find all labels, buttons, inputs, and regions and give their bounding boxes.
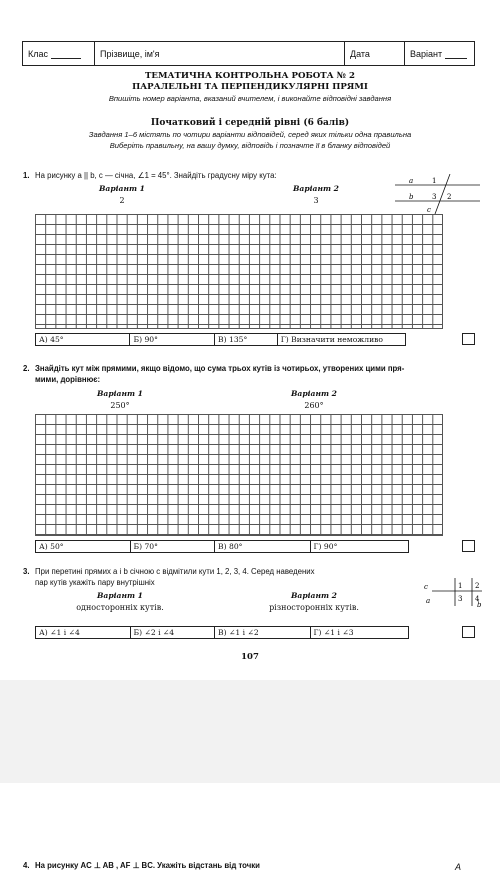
task-2-option-a[interactable]: А) 50° [36,541,131,552]
fig1-label-2: 2 [447,193,452,201]
fig1-label-a: a [409,177,414,185]
task-1-variant2-label: Варіант 2 [293,184,339,193]
section-title: Початковий і середній рівні (6 балів) [150,118,350,128]
task-2-variant1-label: Варіант 1 [97,389,143,398]
task-2-text-cont: мими, дорівнює: [35,375,101,384]
task-1-option-c[interactable]: В) 135° [215,334,278,345]
page-gap [0,680,500,783]
task-3-option-d[interactable]: Г) ∠1 і ∠3 [313,628,354,637]
task-1-option-a[interactable]: А) 45° [36,334,130,345]
fig3-label-c: c [424,583,428,591]
task-1-variant1-value: 2 [119,196,125,205]
fig1-label-1: 1 [432,177,437,185]
title-instruction: Впишіть номер варіанта, вказаний вчителем, і виконайте відповідні завдання [108,94,392,103]
task-3-answer-box[interactable] [462,626,475,638]
transversal-figure-3 [420,578,490,610]
task-3-option-c[interactable]: В) ∠1 і ∠2 [215,627,310,638]
class-label: Клас [28,48,48,59]
fig3-label-2: 2 [475,582,480,590]
fig1-label-3: 3 [432,193,437,201]
task-1-variant2-value: 3 [313,196,319,205]
task-2-variant2-value: 260° [304,401,324,410]
task-1-number: 1. [23,171,30,180]
task-2-option-b[interactable]: Б) 70° [131,541,216,552]
task-3-text-cont: пар кутів укажіть пару внутрішніх [35,578,155,587]
date-label: Дата [350,48,370,59]
task-3-number: 3. [23,567,30,576]
task-3-variant2-label: Варіант 2 [291,591,337,600]
task-3-variant2-value: різносторонніх кутів. [269,603,359,612]
section-note-1: Завдання 1–6 містять по чотири варіанти відповідей, серед яких тільки одна правильна [88,130,412,139]
fig3-label-3: 3 [458,595,463,603]
task-1-option-d[interactable]: Г) Визначити неможливо [280,335,383,344]
task-1-work-grid[interactable] [35,214,443,329]
task-3-variant1-value: односторонніх кутів. [76,603,164,612]
task-2-answer-options [35,540,409,553]
task-2-option-c[interactable]: В) 80° [215,541,310,552]
task-3-option-b[interactable]: Б) ∠2 і ∠4 [131,627,216,638]
task-2-answer-box[interactable] [462,540,475,552]
task-2-text: Знайдіть кут між прямими, якщо відомо, що сума трьох кутів із чотирьох, утворених цими пря- [35,364,405,373]
task-1-variant1-label: Варіант 1 [99,184,145,193]
task-3-variant1-label: Варіант 1 [97,591,143,600]
task-4-number: 4. [23,861,30,870]
task-1-answer-box[interactable] [462,333,475,345]
task-3-answer-options [35,626,409,639]
name-field[interactable] [95,42,345,65]
fig3-label-a: a [426,597,431,605]
fig1-label-c: c [427,206,431,214]
variant-field[interactable] [405,42,474,65]
task-3-option-a[interactable]: А) ∠1 і ∠4 [36,627,131,638]
parallel-lines-figure-1 [395,174,480,214]
fig3-label-1: 1 [458,582,463,590]
task-2-work-grid[interactable] [35,414,443,536]
task-1-text: На рисунку a || b, c — січна, ∠1 = 45°. Знайдіть градусну міру кута: [35,171,277,180]
class-field[interactable] [23,42,95,65]
task-2-number: 2. [23,364,30,373]
task-2-variant1-value: 250° [110,401,130,410]
task-4-text: На рисунку AC ⊥ AB , AF ⊥ BC. Укажіть відстань від точки [35,861,260,870]
task-2-option-d[interactable]: Г) 90° [313,542,338,551]
fig3-label-b: b [477,601,482,609]
fig1-label-b: b [409,193,414,201]
page-title: ТЕМАТИЧНА КОНТРОЛЬНА РОБОТА № 2 [145,71,355,81]
task-1-answer-options [35,333,406,346]
section-note-2: Виберіть правильну, на вашу думку, відповідь і позначте її в бланку відповідей [109,141,391,150]
task-4-figure-corner: A [455,862,462,872]
page-number: 107 [241,652,259,662]
task-3-text: При перетині прямих a і b січною c відмітили кути 1, 2, 3, 4. Серед наведених [35,567,315,576]
variant-label: Варіант [410,48,443,59]
student-header [22,41,475,66]
task-2-variant2-label: Варіант 2 [291,389,337,398]
page-subtitle: ПАРАЛЕЛЬНІ ТА ПЕРПЕНДИКУЛЯРНІ ПРЯМІ [132,82,368,92]
fig3-label-4: 4 [475,595,480,603]
task-1-option-b[interactable]: Б) 90° [130,334,215,345]
name-label: Прізвище, ім'я [100,48,160,59]
date-field[interactable] [345,42,405,65]
